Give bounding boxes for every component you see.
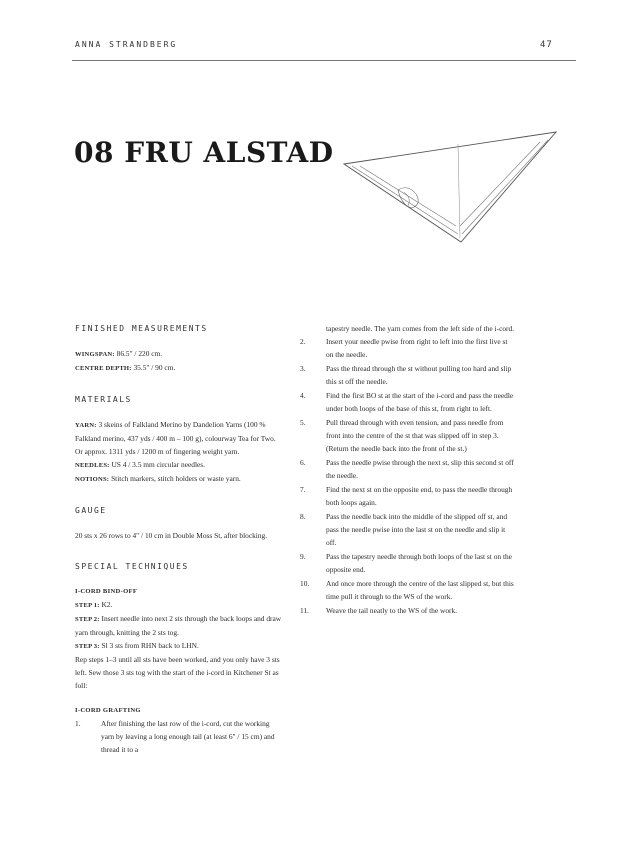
notions-label: NOTIONS:: [75, 476, 110, 483]
yarn-line: [75, 418, 285, 458]
step-2: [75, 612, 285, 639]
icord-bind-off-heading: I-CORD BIND-OFF: [75, 588, 138, 595]
grafting-step: [300, 577, 580, 603]
step-text: Find the first BO st at the start of the i-cord and pass the needle under both loops of the base of this st, from right to left.: [326, 391, 514, 413]
left-column: [75, 322, 285, 756]
step-2-label: STEP 2:: [75, 616, 100, 623]
step-number: 6.: [300, 458, 306, 467]
step-text: Insert your needle pwise from right to left into the first live st on the needle.: [326, 337, 508, 359]
grafting-step: [300, 510, 580, 549]
grafting-step: [300, 550, 580, 576]
grafting-steps-list: [300, 335, 580, 617]
depth-line: [75, 361, 285, 375]
header-rule: [72, 60, 576, 61]
needles-label: NEEDLES:: [75, 462, 110, 469]
step-text: Pass the tapestry needle through both loops of the last st on the opposite end.: [326, 552, 512, 574]
shawl-illustration: [338, 128, 560, 248]
step-text: Weave the tail neatly to the WS of the work.: [326, 606, 458, 615]
step-text: And once more through the centre of the last slipped st, but this time pull it through to the WS of the work.: [326, 579, 514, 601]
yarn-value: 3 skeins of Falkland Merino by Dandelion Yarns (100 % Falkland merino, 437 yds / 400 m – 100 g), colourway Tea for Two. Or approx. 1311 yds / 1200 m of fingering weight yarn.: [75, 420, 276, 456]
step-text: Pass the needle pwise through the next st, slip this second st off the needle.: [326, 458, 514, 480]
grafting-step: [300, 416, 580, 455]
depth-label: CENTRE DEPTH:: [75, 365, 132, 372]
step-1-text: K2.: [99, 600, 113, 609]
notions-value: Stitch markers, stitch holders or waste yarn.: [109, 474, 241, 483]
pattern-title: 08 FRU ALSTAD: [74, 136, 334, 169]
step-text: Find the next st on the opposite end, to pass the needle through both loops again.: [326, 485, 513, 507]
step-3-label: STEP 3:: [75, 643, 100, 650]
wingspan-line: [75, 347, 285, 361]
step-text: Pass the needle back into the middle of the slipped off st, and pass the needle pwise into the last st on the needle and slip it off.: [326, 512, 508, 547]
grafting-step: [300, 335, 580, 361]
step-number: 9.: [300, 552, 306, 561]
step-number: 3.: [300, 364, 306, 373]
finished-heading: FINISHED MEASUREMENTS: [75, 324, 208, 333]
grafting-step-1: [75, 717, 285, 756]
grafting-step: [300, 456, 580, 482]
needles-value: US 4 / 3.5 mm circular needles.: [109, 460, 206, 469]
step-number: 4.: [300, 391, 306, 400]
step-number: 2.: [300, 337, 306, 346]
step-number: 8.: [300, 512, 306, 521]
step-text: After finishing the last row of the i-cord, cut the working yarn by leaving a long enough tail (at least 6" / 15 cm) and thread it to a: [101, 719, 275, 754]
step-1: [75, 598, 285, 612]
step-3: [75, 639, 285, 653]
step-number: 10.: [300, 579, 310, 588]
page-number: 47: [540, 40, 553, 50]
grafting-step: [300, 604, 580, 617]
gauge-text: 20 sts x 26 rows to 4" / 10 cm in Double Moss St, after blocking.: [75, 531, 268, 540]
gauge-heading: GAUGE: [75, 506, 107, 515]
step-text: Pass the thread through the st without pulling too hard and slip this st off the needle.: [326, 364, 512, 386]
special-techniques-heading: SPECIAL TECHNIQUES: [75, 562, 189, 571]
repeat-text: Rep steps 1–3 until all sts have been worked, and you only have 3 sts left. Sew those 3 sts tog with the start of the i-cord in Kitchener St as foll:: [75, 655, 280, 690]
grafting-step: [300, 362, 580, 388]
yarn-label: YARN:: [75, 422, 97, 429]
step-2-text: Insert needle into next 2 sts through the back loops and draw yarn through, knitting the 2 sts tog.: [75, 614, 282, 637]
materials-heading: MATERIALS: [75, 395, 132, 404]
step-number: 5.: [300, 418, 306, 427]
icord-grafting-heading: I-CORD GRAFTING: [75, 707, 141, 714]
grafting-step: [300, 389, 580, 415]
author-header: ANNA STRANDBERG: [75, 40, 178, 49]
step-text: Pull thread through with even tension, and pass needle from front into the centre of the st that was slipped off in step 3. (Return the needle back into the front of the st.): [326, 418, 504, 453]
wingspan-value: 86.5" / 220 cm.: [114, 349, 163, 358]
wingspan-label: WINGSPAN:: [75, 351, 115, 358]
depth-value: 35.5" / 90 cm.: [131, 363, 176, 372]
notions-line: [75, 472, 285, 486]
step-number: 11.: [300, 606, 309, 615]
step-number: 1.: [75, 719, 81, 728]
step-1-label: STEP 1:: [75, 602, 100, 609]
step-number: 7.: [300, 485, 306, 494]
step-3-text: Sl 3 sts from RHN back to LHN.: [99, 641, 199, 650]
grafting-step-1-continued: tapestry needle. The yarn comes from the left side of the i-cord.: [326, 324, 515, 333]
grafting-step: [300, 483, 580, 509]
right-column: [300, 322, 580, 618]
needles-line: [75, 458, 285, 472]
